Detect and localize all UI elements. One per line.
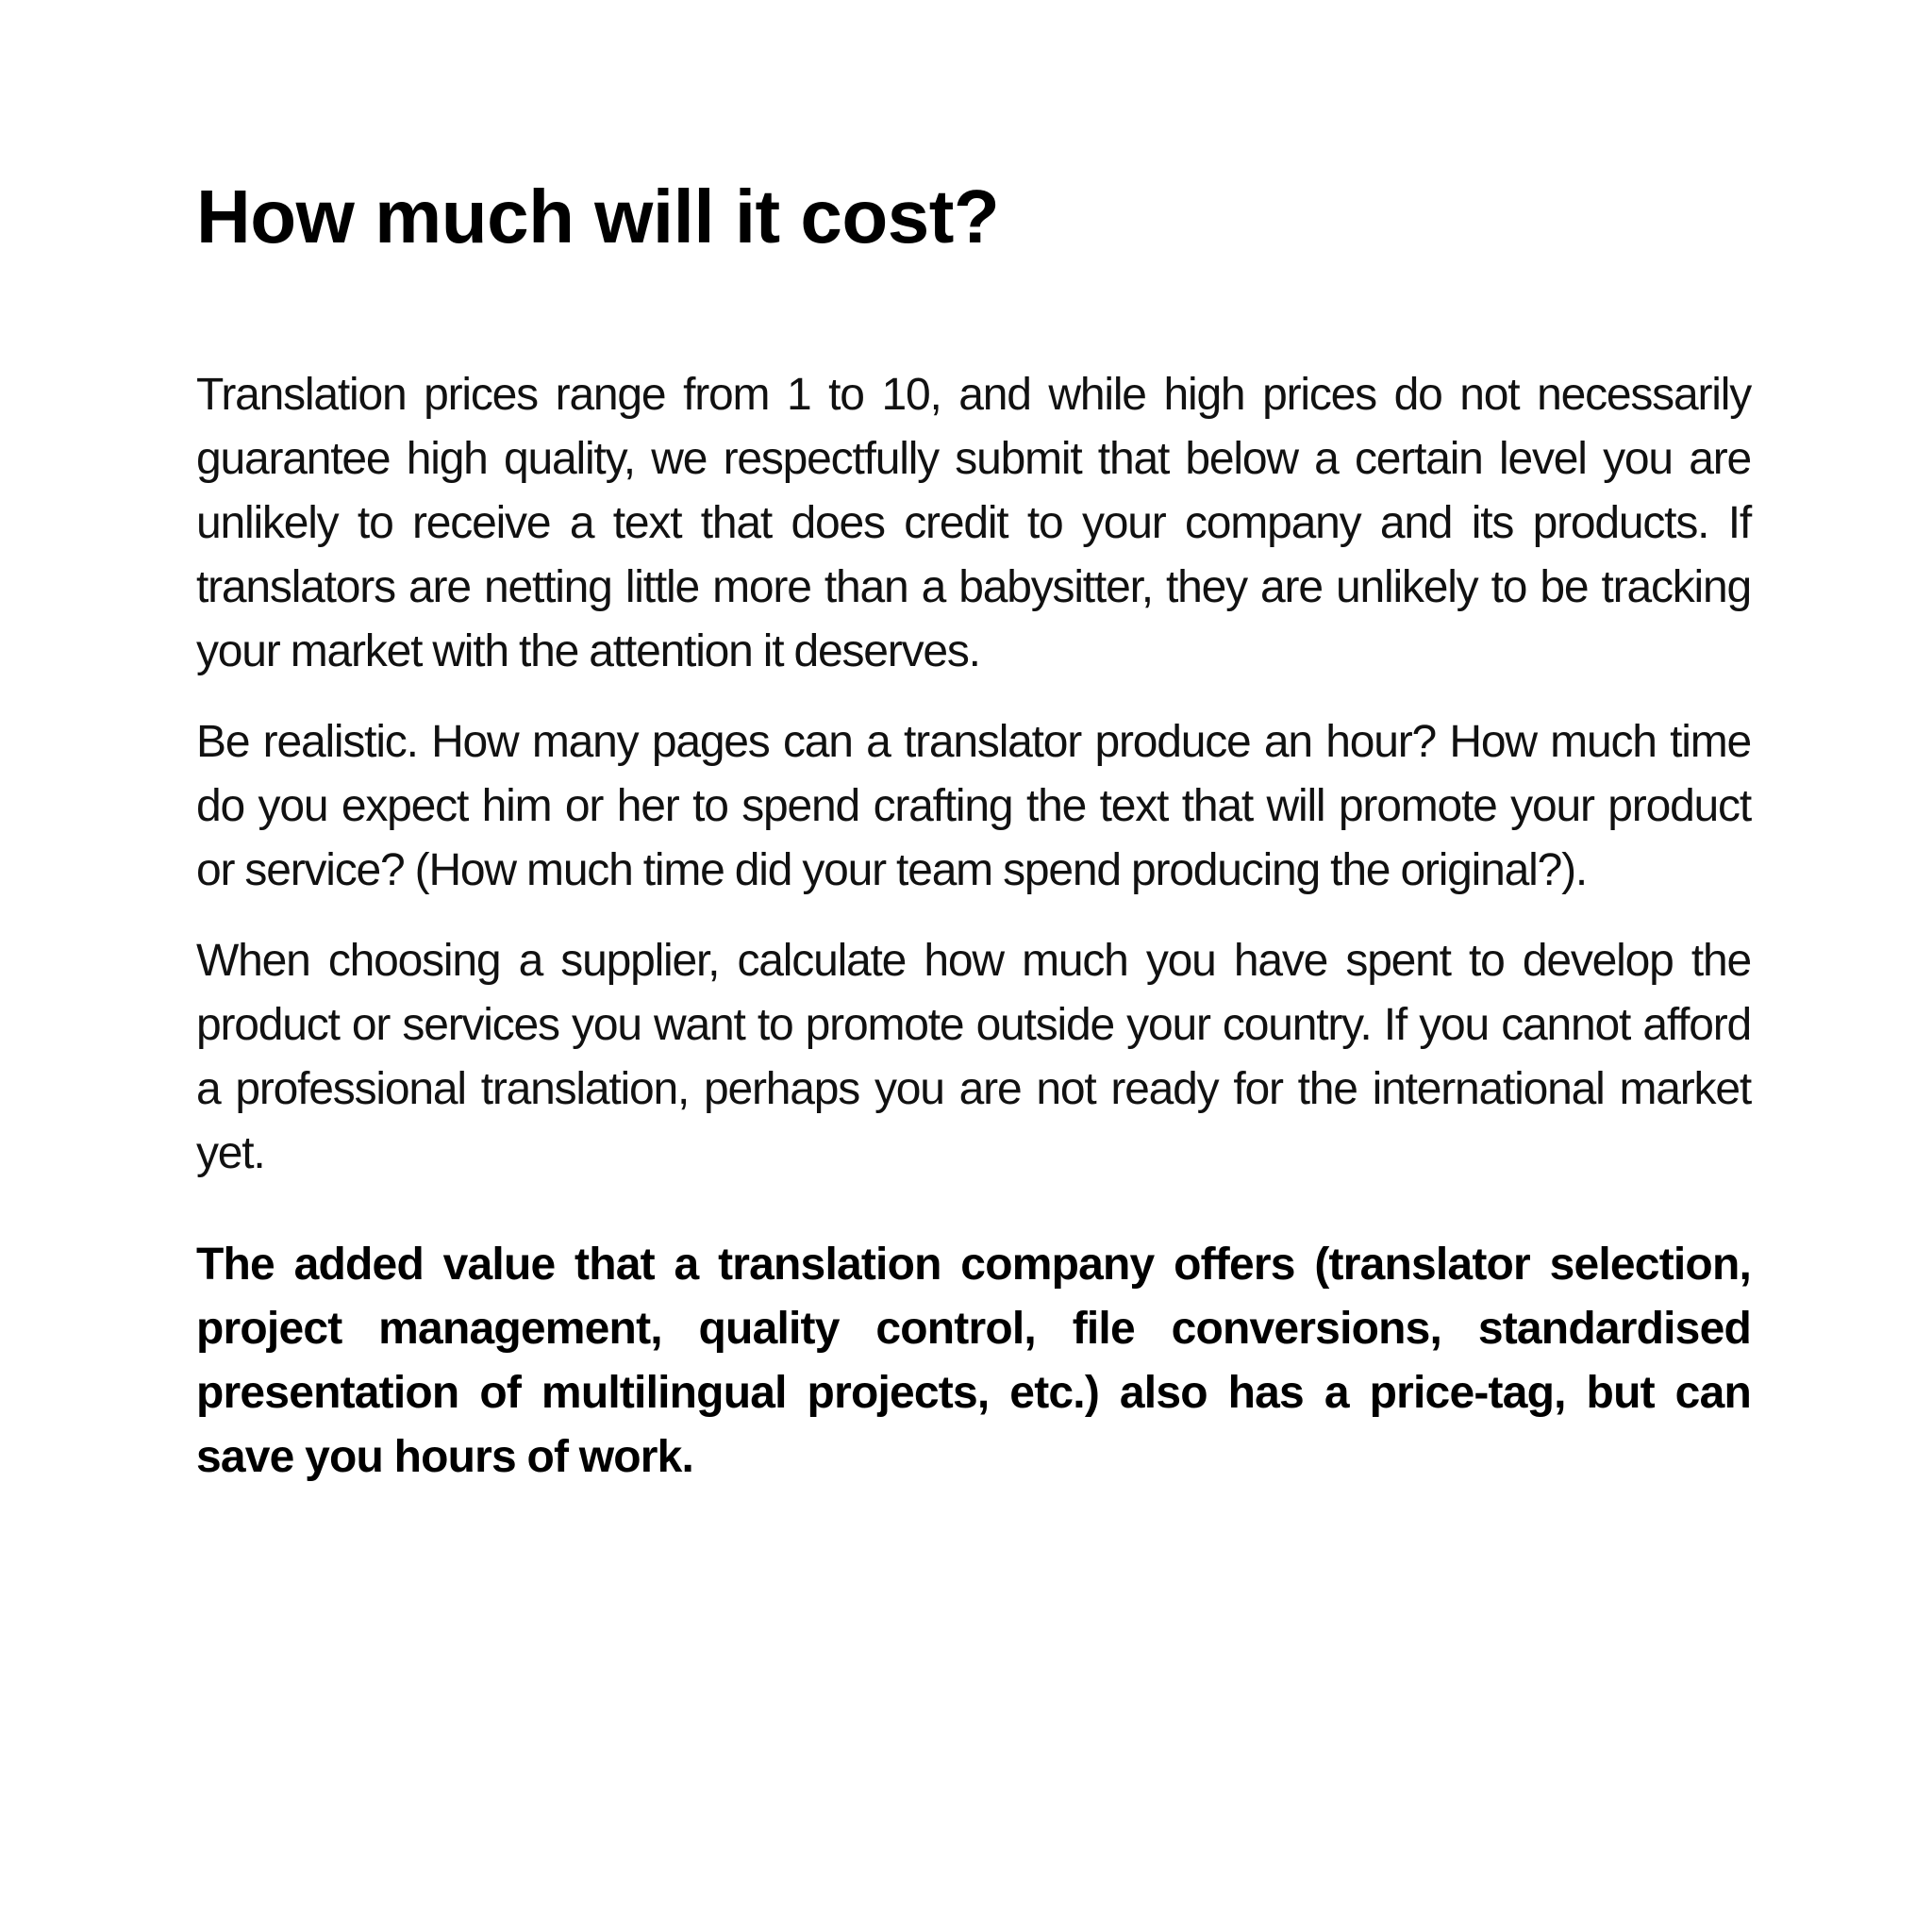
page-title: How much will it cost?: [196, 175, 1000, 258]
paragraph-pricing-quality: Translation prices range from 1 to 10, and while high prices do not necessarily guarantee high quality, we respectfully submit that below a certain level you are unlikely to receive a text that does credit to your company and its products. If translators are netting little more than a babysitter, they are unlikely to be tracking your market with the attention it deserves.: [196, 370, 1751, 676]
document-page: [196, 175, 1751, 1516]
paragraph-choosing-supplier: When choosing a supplier, calculate how much you have spent to develop the product or services you want to promote outside your country. If you cannot afford a professional translation, perhaps you are not ready for the international market yet.: [196, 936, 1751, 1178]
paragraph-added-value: The added value that a translation company offers (translator selection, project management, quality control, file conversions, standardised presentation of multilingual projects, etc.) also has a price-tag, but can save you hours of work.: [196, 1240, 1751, 1482]
paragraph-be-realistic: Be realistic. How many pages can a translator produce an hour? How much time do you expect him or her to spend crafting the text that will promote your product or service? (How much time did your team spend producing the original?).: [196, 717, 1751, 895]
body-text: [196, 363, 1751, 1490]
